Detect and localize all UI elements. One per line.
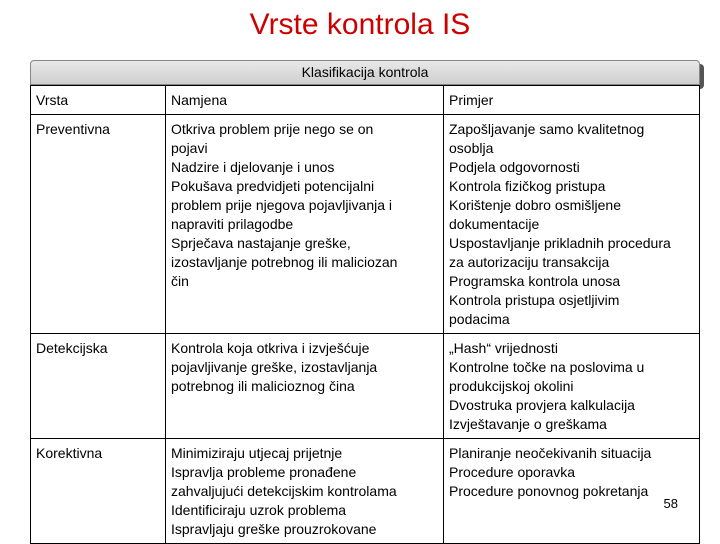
purpose-line: napraviti prilagodbe (171, 216, 294, 232)
row-purpose (166, 439, 444, 544)
header-purpose: Namjena (166, 86, 444, 115)
table-row (31, 334, 700, 439)
table-row (31, 439, 700, 544)
example-line: za autorizaciju transakcija (449, 254, 610, 270)
row-examples (444, 439, 700, 544)
example-line: osoblja (449, 140, 494, 156)
purpose-line: Sprječava nastajanje greške, (171, 235, 351, 251)
table-caption: Klasifikacija kontrola (30, 60, 700, 85)
example-line: Programska kontrola unosa (449, 273, 621, 289)
purpose-line: pojavi (171, 140, 208, 156)
header-example: Primjer (444, 86, 700, 115)
purpose-line: zahvaljujući detekcijskim kontrolama (171, 483, 397, 499)
row-type: Detekcijska (31, 334, 166, 439)
example-line: Korištenje dobro osmišljene (449, 197, 621, 213)
row-type: Korektivna (31, 439, 166, 544)
purpose-line: Minimiziraju utjecaj prijetnje (171, 445, 343, 461)
example-line: podacima (449, 311, 510, 327)
example-line: Kontrola pristupa osjetljivim (449, 292, 620, 308)
example-line: Podjela odgovornosti (449, 159, 580, 175)
row-examples (444, 334, 700, 439)
slide-title: Vrste kontrola IS (249, 8, 471, 41)
purpose-line: čin (171, 273, 189, 289)
example-line: Planiranje neočekivanih situacija (449, 445, 652, 461)
header-type: Vrsta (31, 86, 166, 115)
example-line: Izvještavanje o greškama (449, 416, 607, 432)
example-line: dokumentacije (449, 216, 540, 232)
purpose-line: problem prije njegova pojavljivanja i (171, 197, 393, 213)
classification-table-wrapper (30, 60, 700, 544)
purpose-line: Ispravljaju greške prouzrokovane (171, 521, 377, 537)
row-purpose (166, 115, 444, 334)
page-number: 58 (663, 496, 678, 511)
purpose-line: Kontrola koja otkriva i izvješćuje (171, 340, 370, 356)
example-line: Kontrola fizičkog pristupa (449, 178, 606, 194)
table-row (31, 115, 700, 334)
row-examples (444, 115, 700, 334)
example-line: Uspostavljanje prikladnih procedura (449, 235, 671, 251)
purpose-line: pojavljivanje greške, izostavljanja (171, 359, 378, 375)
example-line: produkcijskoj okolini (449, 378, 574, 394)
classification-table (30, 85, 700, 544)
example-line: Kontrolne točke na poslovima u (449, 359, 645, 375)
purpose-line: Nadzire i djelovanje i unos (171, 159, 335, 175)
purpose-line: potrebnog ili malicioznog čina (171, 378, 355, 394)
example-line: Procedure oporavka (449, 464, 576, 480)
example-line: „Hash“ vrijednosti (449, 340, 558, 356)
example-line: Zapošljavanje samo kvalitetnog (449, 121, 645, 137)
example-line: Dvostruka provjera kalkulacija (449, 397, 635, 413)
purpose-line: Otkriva problem prije nego se on (171, 121, 374, 137)
row-type: Preventivna (31, 115, 166, 334)
example-line: Procedure ponovnog pokretanja (449, 483, 649, 499)
purpose-line: Identificiraju uzrok problema (171, 502, 347, 518)
row-purpose (166, 334, 444, 439)
purpose-line: Ispravlja probleme pronađene (171, 464, 357, 480)
purpose-line: Pokušava predvidjeti potencijalni (171, 178, 375, 194)
table-header-row (31, 86, 700, 115)
purpose-line: izostavljanje potrebnog ili maliciozan (171, 254, 398, 270)
